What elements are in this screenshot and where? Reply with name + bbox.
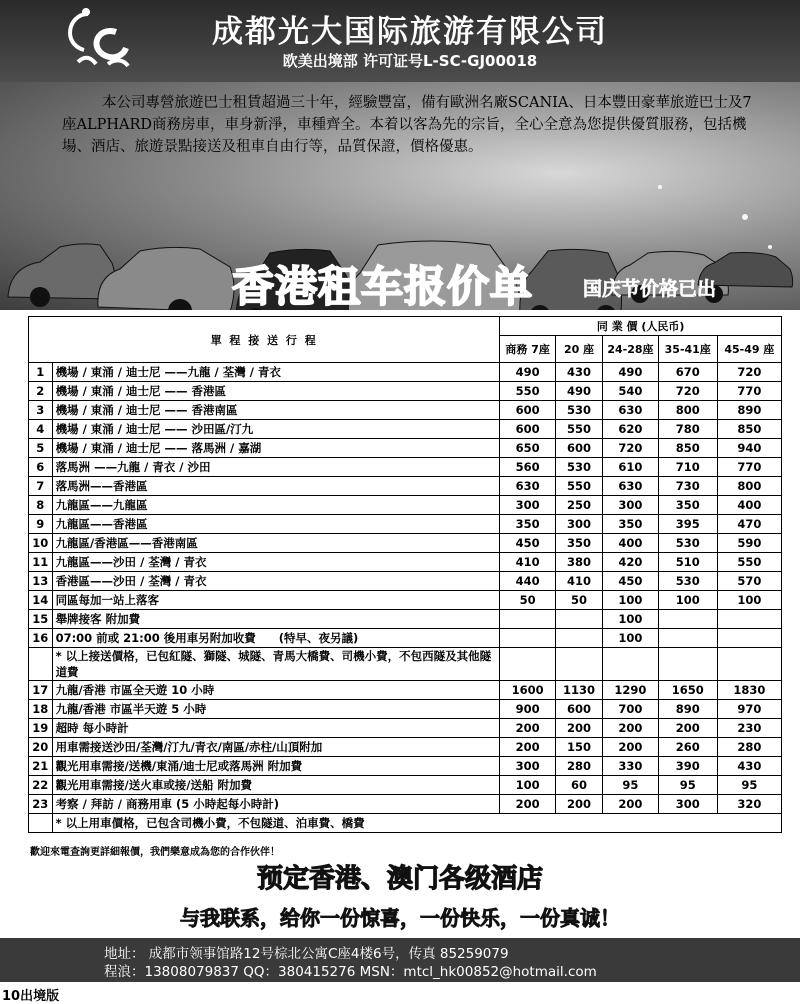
price-cell: 610 [603,458,659,477]
license-number: 欧美出境部 许可证号L-SC-GJ00018 [282,52,538,70]
price-cell: 590 [717,534,781,553]
contact-line: 程浪：13808079837 QQ：380415276 MSN：mtcl_hk00852@hotmail.com [104,964,597,980]
row-number: 6 [29,458,53,477]
table-row [29,439,782,458]
row-number: 1 [29,363,53,382]
route-cell: 舉牌接客 附加費 [52,610,500,629]
price-cell: 730 [658,477,717,496]
price-rows [29,363,782,648]
price-cell: 200 [555,719,602,738]
price-cell [500,610,556,629]
price-cell [555,629,602,648]
row-number: 17 [29,681,53,700]
price-cell: 260 [658,738,717,757]
row-number: 13 [29,572,53,591]
price-cell: 420 [603,553,659,572]
table-row [29,719,782,738]
price-cell: 450 [603,572,659,591]
route-cell: 九龍區/香港區——香港南區 [52,534,500,553]
table-row [29,401,782,420]
table-row [29,553,782,572]
price-cell: 300 [500,496,556,515]
price-cell: 200 [603,795,659,814]
row-number: 9 [29,515,53,534]
route-cell: 機場 / 東涌 / 迪士尼 —— 沙田區/汀九 [52,420,500,439]
price-cell: 395 [658,515,717,534]
row-number: 23 [29,795,53,814]
table-row [29,420,782,439]
price-cell: 230 [717,719,781,738]
table-row [29,534,782,553]
table-row [29,572,782,591]
price-cell: 50 [500,591,556,610]
price-cell: 550 [555,477,602,496]
price-cell: 350 [603,515,659,534]
price-cell: 780 [658,420,717,439]
route-cell: 機場 / 東涌 / 迪士尼 ——九龍 / 荃灣 / 青衣 [52,363,500,382]
route-cell: 同區每加一站上落客 [52,591,500,610]
price-cell: 250 [555,496,602,515]
row-number: 8 [29,496,53,515]
table-row [29,814,782,833]
row-number: 11 [29,553,53,572]
price-cell: 720 [603,439,659,458]
price-cell: 530 [555,401,602,420]
price-cell: 320 [717,795,781,814]
price-cell: 200 [658,719,717,738]
price-cell: 410 [500,553,556,572]
price-cell: 200 [603,738,659,757]
table-row [29,477,782,496]
price-cell: 490 [603,363,659,382]
row-number: 20 [29,738,53,757]
price-cell: 430 [555,363,602,382]
price-cell: 530 [555,458,602,477]
price-cell: 550 [500,382,556,401]
table-row [29,458,782,477]
hero-banner [0,82,800,310]
table-row [29,738,782,757]
table-row [29,610,782,629]
price-cell: 630 [603,477,659,496]
price-cell: 770 [717,458,781,477]
col-header: 20 座 [555,336,602,363]
price-cell: 720 [658,382,717,401]
row-number: 10 [29,534,53,553]
table-row [29,591,782,610]
price-cell: 1130 [555,681,602,700]
route-cell: 用車需接送沙田/荃灣/汀九/青衣/南區/赤柱/山頂附加 [52,738,500,757]
route-cell: 九龍區——香港區 [52,515,500,534]
price-cell: 280 [717,738,781,757]
price-cell: 200 [500,738,556,757]
price-cell: 600 [555,700,602,719]
price-cell: 350 [658,496,717,515]
price-cell: 390 [658,757,717,776]
route-cell: 九龍/香港 市區半天遊 5 小時 [52,700,500,719]
price-cell: 490 [555,382,602,401]
company-name: 成都光大国际旅游有限公司 [212,14,608,50]
price-cell: 450 [500,534,556,553]
price-cell: 550 [555,420,602,439]
price-cell: 380 [555,553,602,572]
price-cell: 600 [500,401,556,420]
price-cell: 630 [603,401,659,420]
col-header: 商務 7座 [500,336,556,363]
price-cell: 560 [500,458,556,477]
row-number: 5 [29,439,53,458]
table-row [29,363,782,382]
price-cell: 280 [555,757,602,776]
price-cell: 200 [500,795,556,814]
price-cell: 620 [603,420,659,439]
price-cell: 530 [658,534,717,553]
route-cell: 07:00 前或 21:00 後用車另附加收費 (特早、夜另議) [52,629,500,648]
table-row [29,496,782,515]
price-cell: 330 [603,757,659,776]
price-cell: 770 [717,382,781,401]
price-cell: 850 [658,439,717,458]
price-cell: 1650 [658,681,717,700]
table-row [29,382,782,401]
route-cell: 落馬洲——香港區 [52,477,500,496]
row-number: 7 [29,477,53,496]
price-cell: 95 [717,776,781,795]
row-number: 2 [29,382,53,401]
price-cell: 540 [603,382,659,401]
price-cell: 670 [658,363,717,382]
price-cell: 50 [555,591,602,610]
address-line: 地址： 成都市领事馆路12号棕北公寓C座4楼6号，传真 85259079 [104,946,509,962]
price-cell: 600 [500,420,556,439]
slogan: 与我联系，给你一份惊喜，一份快乐，一份真诚！ [180,906,620,930]
price-cell: 100 [603,629,659,648]
price-cell: 95 [603,776,659,795]
row-number: 22 [29,776,53,795]
price-cell: 1830 [717,681,781,700]
price-cell: 350 [555,534,602,553]
route-cell: 九龍/香港 市區全天遊 10 小時 [52,681,500,700]
price-cell: 400 [603,534,659,553]
table-row [29,681,782,700]
col-header: 35-41座 [658,336,717,363]
welcome-text: 歡迎來電查詢更詳細報價，我們樂意成為您的合作伙伴！ [30,847,280,858]
price-cell: 630 [500,477,556,496]
route-cell: 香港區——沙田 / 荃灣 / 青衣 [52,572,500,591]
price-cell: 200 [555,795,602,814]
price-cell: 940 [717,439,781,458]
price-rows-2 [29,681,782,814]
price-cell: 440 [500,572,556,591]
price-cell: 400 [717,496,781,515]
route-cell: 機場 / 東涌 / 迪士尼 —— 香港區 [52,382,500,401]
price-cell: 100 [500,776,556,795]
price-cell: 510 [658,553,717,572]
route-cell: 觀光用車需接/送機/東涌/迪士尼或落馬洲 附加費 [52,757,500,776]
price-cell: 530 [658,572,717,591]
price-cell: 890 [717,401,781,420]
price-cell: 300 [500,757,556,776]
table-row [29,700,782,719]
table-row [29,795,782,814]
col-header: 24-28座 [603,336,659,363]
table-row [29,629,782,648]
col-header: 45-49 座 [717,336,781,363]
note-usage: * 以上用車價格，已包含司機小費，不包隧道、泊車費、橋費 [52,814,781,833]
row-number: 4 [29,420,53,439]
price-cell: 350 [500,515,556,534]
holiday-notice: 国庆节价格已出 [583,278,717,300]
price-cell: 850 [717,420,781,439]
price-cell: 410 [555,572,602,591]
price-cell: 720 [717,363,781,382]
route-cell: 超時 每小時計 [52,719,500,738]
table-row [29,776,782,795]
price-cell [658,610,717,629]
header [0,0,800,82]
price-cell: 100 [658,591,717,610]
note-included: * 以上接送價格，已包紅隧、獅隧、城隧、青馬大橋費、司機小費，不包西隧及其他隧道費 [52,648,500,681]
row-number: 19 [29,719,53,738]
price-group-header: 同 業 價 (人民币) [500,317,782,336]
price-cell: 300 [603,496,659,515]
price-cell: 490 [500,363,556,382]
price-cell: 200 [603,719,659,738]
price-cell: 570 [717,572,781,591]
price-cell: 710 [658,458,717,477]
row-number: 21 [29,757,53,776]
price-cell: 100 [603,610,659,629]
company-logo [58,4,150,78]
route-cell: 機場 / 東涌 / 迪士尼 —— 香港南區 [52,401,500,420]
price-cell: 95 [658,776,717,795]
intro-paragraph: 本公司專營旅遊巴士租賃超過三十年，經驗豐富，備有歐洲名廠SCANIA、日本豐田豪華旅遊巴士及7座ALPHARD商務房車，車身新淨，車種齊全。本着以客為先的宗旨，全心全意為您提供優質服務，包括機場、酒店、旅遊景點接送及租車自由行等，品質保證，價格優惠。 [62,95,752,155]
price-cell: 150 [555,738,602,757]
price-cell: 470 [717,515,781,534]
price-cell [658,629,717,648]
route-header: 單 程 接 送 行 程 [29,317,500,363]
edition-label: 10出境版 [2,989,60,1004]
price-cell: 1290 [603,681,659,700]
price-cell: 890 [658,700,717,719]
route-cell: 落馬洲 ——九龍 / 青衣 / 沙田 [52,458,500,477]
price-cell: 700 [603,700,659,719]
price-cell: 300 [555,515,602,534]
price-cell [500,629,556,648]
price-cell: 200 [500,719,556,738]
route-cell: 機場 / 東涌 / 迪士尼 —— 落馬洲 / 嘉湖 [52,439,500,458]
row-number: 3 [29,401,53,420]
row-number: 15 [29,610,53,629]
price-cell: 970 [717,700,781,719]
price-cell: 800 [717,477,781,496]
price-cell: 430 [717,757,781,776]
row-number: 16 [29,629,53,648]
route-cell: 觀光用車需接/送火車或接/送船 附加費 [52,776,500,795]
price-cell: 550 [717,553,781,572]
price-cell: 100 [717,591,781,610]
route-cell: 九龍區——九龍區 [52,496,500,515]
row-number: 14 [29,591,53,610]
banner-title: 香港租车报价单 [232,262,534,310]
price-cell: 1600 [500,681,556,700]
price-cell: 60 [555,776,602,795]
price-cell: 800 [658,401,717,420]
price-cell: 100 [603,591,659,610]
row-number: 18 [29,700,53,719]
price-table [28,316,782,833]
price-cell [717,629,781,648]
table-row [29,757,782,776]
price-cell: 600 [555,439,602,458]
hotel-booking-title: 预定香港、澳门各级酒店 [256,864,543,894]
price-cell: 300 [658,795,717,814]
price-cell: 650 [500,439,556,458]
footer [0,938,800,982]
route-cell: 考察 / 拜訪 / 商務用車 (5 小時起每小時計) [52,795,500,814]
table-row [29,648,782,681]
price-cell [717,610,781,629]
price-cell [555,610,602,629]
table-row [29,515,782,534]
price-cell: 900 [500,700,556,719]
route-cell: 九龍區——沙田 / 荃灣 / 青衣 [52,553,500,572]
